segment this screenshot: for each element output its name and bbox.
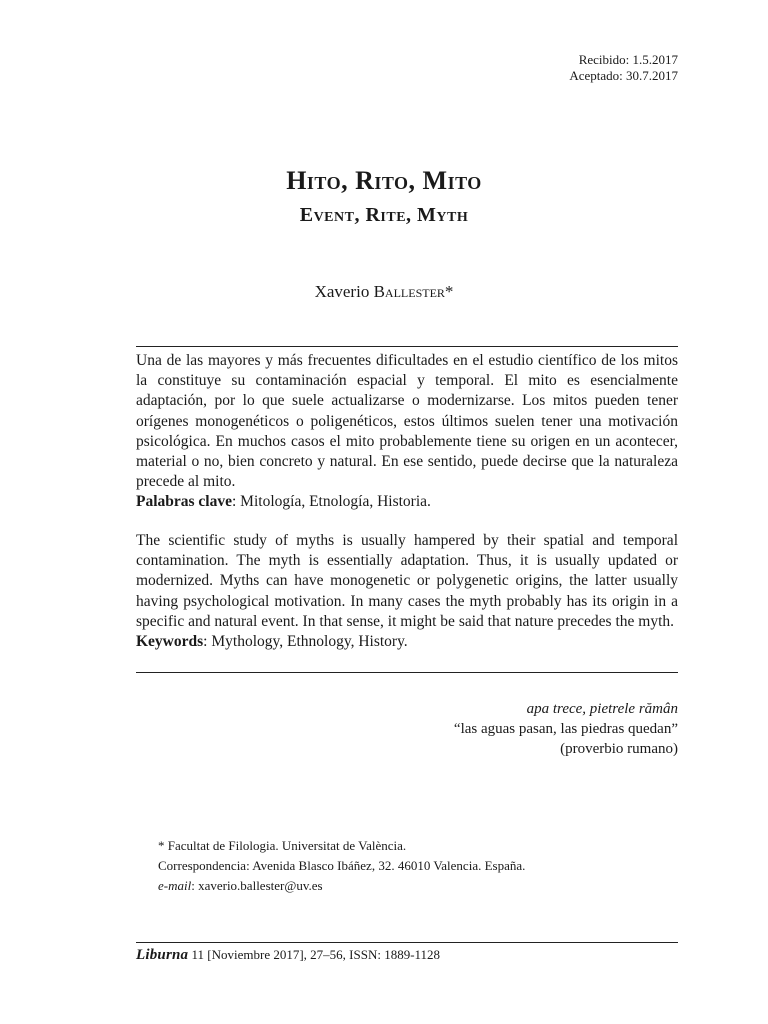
abstract-spanish — [136, 351, 678, 513]
footnote-address: Correspondencia: Avenida Blasco Ibáñez, 32. 46010 Valencia. España. — [158, 858, 526, 873]
author-footnote — [158, 836, 525, 896]
abstract-spanish-text: Una de las mayores y más frecuentes dificultades en el estudio científico de los mitos la constituye su contaminación espacial y temporal. El mito es esencialmente adaptación, por lo que suele actualizarse o modernizarse. Los mitos pueden tener orígenes monogenéticos o poligenéticos, estos últimos suelen tener una motivación psicológica. En muchos casos el mito probablemente tiene su origen en un acontecer, material o no, bien concreto y natural. En ese sentido, puede decirse que la naturaleza precede al mito. — [136, 352, 678, 491]
abstract-english-text: The scientific study of myths is usually hampered by their spatial and temporal contamination. The myth is essentially adaptation. Thus, it is usually updated or modernized. Myths can have monogenetic or polygenetic origins, the latter usually having psychological motivation. In many cases the myth probably has its origin in a specific and natural event. In that sense, it might be said that nature precedes the myth. — [136, 532, 678, 630]
journal-footer — [136, 947, 440, 964]
author — [0, 282, 768, 302]
top-divider — [136, 346, 678, 347]
keywords-label-english: Keywords — [136, 633, 204, 651]
epigraph-source: (proverbio rumano) — [560, 741, 678, 757]
journal-citation: 11 [Noviembre 2017], 27–56, ISSN: 1889-1128 — [188, 947, 441, 962]
author-footnote-mark: * — [444, 282, 454, 301]
epigraph-translation: “las aguas pasan, las piedras quedan” — [453, 721, 678, 737]
article-title: Hito, Rito, Mito — [286, 166, 482, 195]
email-label: e-mail — [158, 878, 192, 893]
footnote-affiliation: * Facultat de Filologia. Universitat de València. — [158, 838, 407, 853]
footnote-email — [158, 876, 525, 896]
keywords-label-spanish: Palabras clave — [136, 493, 232, 511]
keywords-spanish: : Mitología, Etnología, Historia. — [232, 493, 431, 511]
abstract-english — [136, 531, 678, 652]
epigraph-romanian: apa trece, pietrele rămân — [526, 701, 678, 717]
author-last-name: Ballester — [373, 282, 445, 301]
footer-divider — [136, 942, 678, 943]
bottom-divider — [136, 672, 678, 673]
author-first-name: Xaverio — [314, 282, 374, 301]
accepted-date: Aceptado: 30.7.2017 — [569, 68, 678, 83]
journal-logo: Liburna — [136, 947, 189, 963]
submission-dates — [569, 52, 678, 84]
epigraph — [454, 699, 678, 759]
keywords-english: : Mythology, Ethnology, History. — [203, 633, 408, 651]
received-date: Recibido: 1.5.2017 — [578, 52, 678, 67]
article-subtitle: Event, Rite, Myth — [299, 204, 469, 226]
email-address[interactable]: : xaverio.ballester@uv.es — [191, 878, 323, 893]
